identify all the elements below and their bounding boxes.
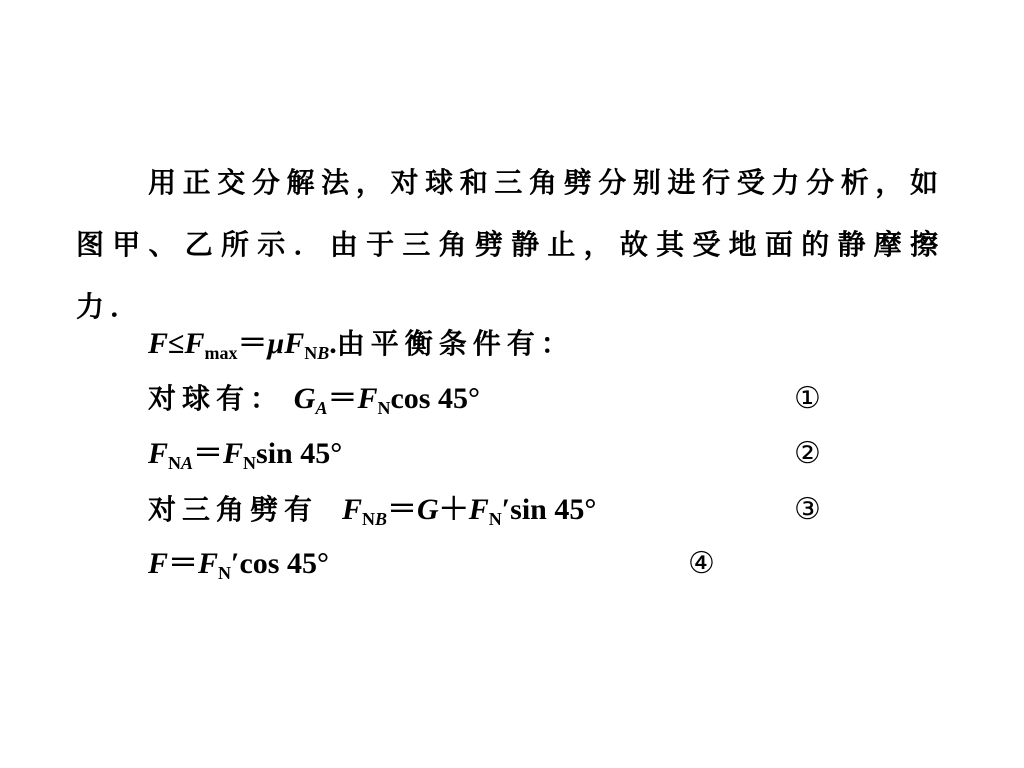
subscript-b: B xyxy=(375,509,388,529)
subscript-n: N xyxy=(218,563,232,583)
subscript-n: N xyxy=(488,509,502,529)
subscript-n: N xyxy=(168,453,182,473)
symbol-g: G xyxy=(293,382,316,415)
subscript-n: N xyxy=(377,398,391,418)
symbol-f: F xyxy=(198,547,219,580)
friction-condition-line xyxy=(148,322,575,366)
subscript-a: A xyxy=(181,453,194,473)
subscript-b: B xyxy=(317,343,330,363)
symbol-f: F xyxy=(148,437,169,470)
equilibrium-text: 由平衡条件有： xyxy=(336,327,575,360)
wedge-label: 对三角劈有 xyxy=(148,493,319,526)
equals-sign: ＝ xyxy=(193,437,224,470)
sin-term: sin 45° xyxy=(256,437,343,470)
symbol-f: F xyxy=(357,382,378,415)
prime-mark: ′ xyxy=(231,547,240,580)
cos-term: cos 45° xyxy=(390,382,480,415)
equals-sign: ＝ xyxy=(168,547,199,580)
le-sign: ≤ xyxy=(168,327,185,360)
subscript-n: N xyxy=(362,509,376,529)
symbol-f: F xyxy=(468,493,489,526)
symbol-mu: μ xyxy=(267,327,285,360)
analysis-paragraph: 用正交分解法，对球和三角劈分别进行受力分析，如图甲、乙所示．由于三角劈静止，故其受地面的静摩擦力． xyxy=(76,166,944,323)
symbol-f: F xyxy=(342,493,363,526)
equals-sign: ＝ xyxy=(327,382,358,415)
symbol-f: F xyxy=(223,437,244,470)
wedge-equation-line xyxy=(148,488,596,532)
equation-number-4: ④ xyxy=(688,546,715,581)
symbol-f: F xyxy=(284,327,305,360)
subscript-n: N xyxy=(243,453,257,473)
ball-label: 对球有： xyxy=(148,382,285,415)
symbol-g: G xyxy=(417,493,439,526)
plus-sign: ＋ xyxy=(438,493,469,526)
equation-number-2: ② xyxy=(794,436,821,471)
sin-term: sin 45° xyxy=(510,493,597,526)
subscript-a: A xyxy=(315,398,328,418)
equation-number-1: ① xyxy=(794,381,821,416)
equals-sign: ＝ xyxy=(237,327,268,360)
ball-equation-2-line xyxy=(148,432,342,476)
equals-sign: ＝ xyxy=(387,493,418,526)
equation-number-3: ③ xyxy=(794,492,821,527)
friction-equation-line xyxy=(148,542,329,586)
symbol-f: F xyxy=(148,327,169,360)
cos-term: cos 45° xyxy=(239,547,329,580)
ball-equation-line xyxy=(148,377,480,421)
subscript-n: N xyxy=(304,343,318,363)
prime-mark: ′ xyxy=(501,493,511,526)
period: . xyxy=(329,327,337,360)
symbol-f: F xyxy=(184,327,205,360)
subscript-max: max xyxy=(204,343,238,363)
symbol-f: F xyxy=(148,547,169,580)
